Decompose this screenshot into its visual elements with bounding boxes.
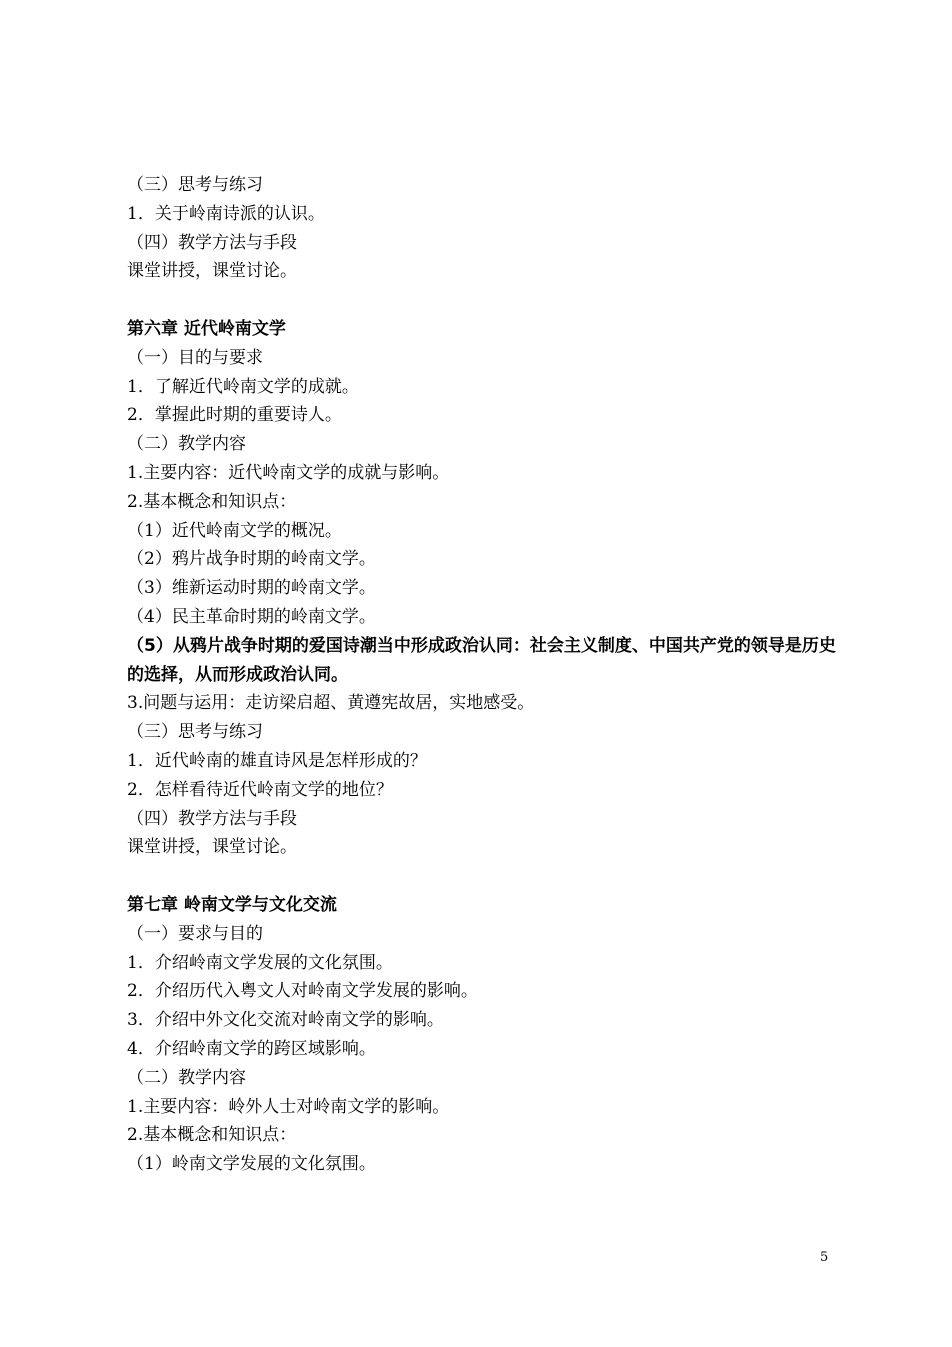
section-heading: （四）教学方法与手段 (127, 808, 297, 829)
section-heading: （三）思考与练习 (127, 722, 263, 743)
list-item: 1．近代岭南的雄直诗风是怎样形成的？ (127, 750, 427, 771)
section-heading: （一）目的与要求 (127, 347, 263, 368)
list-item: 4．介绍岭南文学的跨区域影响。 (127, 1038, 376, 1059)
list-item: （3）维新运动时期的岭南文学。 (127, 578, 376, 599)
list-item: 3．介绍中外文化交流对岭南文学的影响。 (127, 1010, 444, 1031)
section-heading: （四）教学方法与手段 (127, 232, 297, 253)
list-item: （1）近代岭南文学的概况。 (127, 520, 342, 541)
section-heading: （二）教学内容 (127, 434, 246, 455)
list-item: （1）岭南文学发展的文化氛围。 (127, 1154, 376, 1175)
list-item: 2.基本概念和知识点： (127, 1125, 297, 1146)
section-heading: （一）要求与目的 (127, 923, 263, 944)
list-item: （4）民主革命时期的岭南文学。 (127, 606, 376, 627)
chapter7-title: 第七章 岭南文学与文化交流 (127, 894, 337, 915)
list-item: （2）鸦片战争时期的岭南文学。 (127, 549, 376, 570)
list-item: 2.基本概念和知识点： (127, 491, 297, 512)
list-item: 1．关于岭南诗派的认识。 (127, 203, 325, 224)
paragraph: 课堂讲授，课堂讨论。 (127, 837, 297, 858)
section-heading: （二）教学内容 (127, 1067, 246, 1088)
list-item: 1．了解近代岭南文学的成就。 (127, 376, 359, 397)
list-item: 1.主要内容：岭外人士对岭南文学的影响。 (127, 1096, 450, 1117)
list-item: 1.主要内容：近代岭南文学的成就与影响。 (127, 462, 450, 483)
list-item: 2．介绍历代入粤文人对岭南文学发展的影响。 (127, 981, 478, 1002)
chapter6-title: 第六章 近代岭南文学 (127, 318, 286, 339)
paragraph: 课堂讲授，课堂讨论。 (127, 261, 297, 282)
document-body (127, 171, 837, 1179)
list-item: 3.问题与运用：走访梁启超、黄遵宪故居，实地感受。 (127, 693, 535, 714)
page-number: 5 (820, 1250, 829, 1265)
list-item: 2．掌握此时期的重要诗人。 (127, 405, 342, 426)
bold-political-point: （5）从鸦片战争时期的爱国诗潮当中形成政治认同：社会主义制度、中国共产党的领导是历史的选择，从而形成政治认同。 (127, 635, 836, 685)
list-item: 1．介绍岭南文学发展的文化氛围。 (127, 952, 393, 973)
list-item: 2．怎样看待近代岭南文学的地位？ (127, 779, 393, 800)
section-heading: （三）思考与练习 (127, 175, 263, 195)
